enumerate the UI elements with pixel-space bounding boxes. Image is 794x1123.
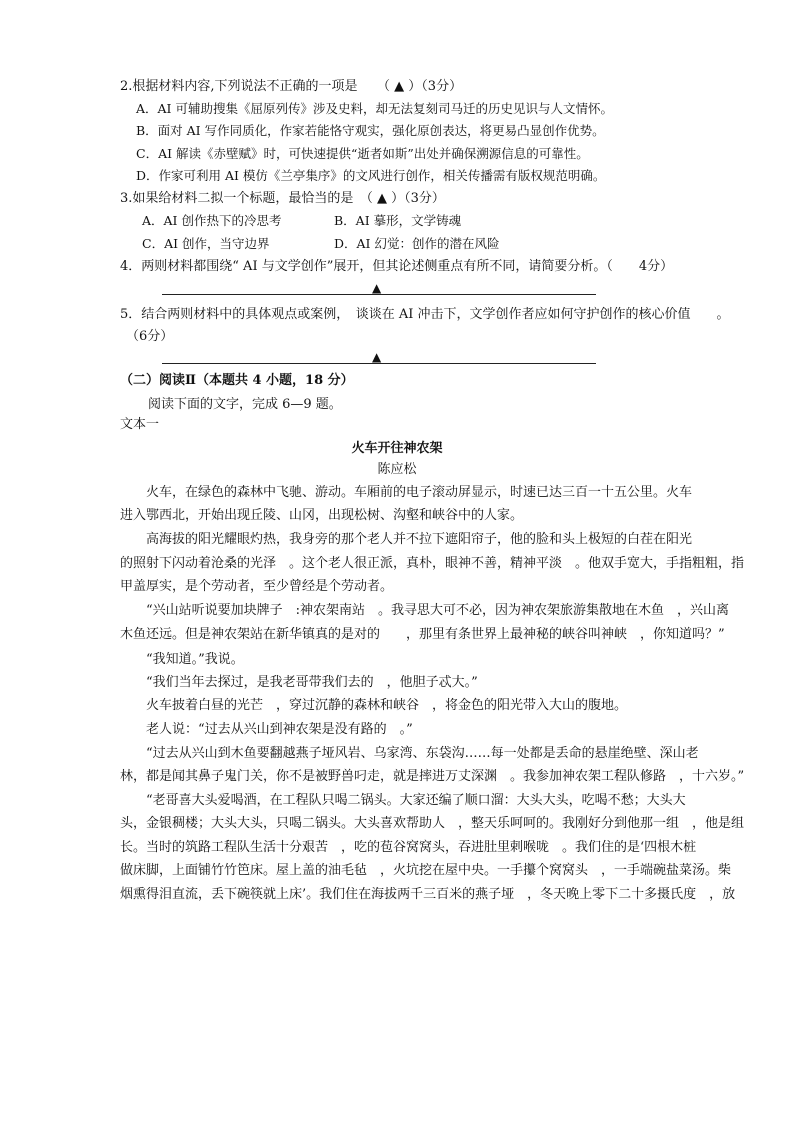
q5-stem: 5．结合两则材料中的具体观点或案例， 谈谈在 AI 冲击下，文学创作者应如何守护创作的核心价值 。 (120, 307, 730, 322)
q2-option-a: A．AI 可辅助搜集《屈原列传》涉及史料，却无法复刻司马迁的历史见识与人文情怀。 (136, 101, 613, 116)
article-line: 甲盖厚实，是个劳动者，至少曾经是个劳动者。 (120, 579, 394, 594)
q4-answer-mark: ▲ (372, 281, 382, 295)
article-line: 进入鄂西北，开始出现丘陵、山冈，出现松树、沟壑和峡谷中的人家。 (120, 508, 524, 523)
q4-answer-line (162, 294, 596, 295)
article-line: 火车，在绿色的森林中飞驰、游动。车厢前的电子滚动屏显示，时速已达三百一十五公里。火车 (120, 485, 693, 500)
article-line: 木鱼还远。但是神农架站在新华镇真的是对的 ，那里有条世界上最神秘的峡谷叫神峡 ，你知道吗？” (120, 627, 725, 642)
q5-score: （6分） (126, 329, 174, 344)
text-label: 文本一 (120, 417, 160, 432)
article-line: “兴山站听说要加块牌子 :神农架南站 。我寻思大可不必，因为神农架旅游集散地在木鱼 ，兴山离 (120, 603, 730, 618)
q2-option-c: C．AI 解读《赤壁赋》时，可快速提供“逝者如斯”出处并确保溯源信息的可靠性。 (136, 146, 589, 161)
q3-option-d: D．AI 幻觉：创作的潜在风险 (334, 236, 500, 251)
q2-option-d: D．作家可利用 AI 模仿《兰亭集序》的文风进行创作，相关传播需有版权规范明确。 (136, 168, 606, 183)
article-line: “我知道。”我说。 (120, 652, 244, 667)
article-author: 陈应松 (377, 462, 417, 477)
section-heading: （二）阅读Ⅱ（本题共 4 小题，18 分） (120, 373, 354, 388)
article-line: 高海拔的阳光耀眼灼热，我身旁的那个老人并不拉下遮阳帘子，他的脸和头上极短的白茬在阳光 (120, 532, 693, 547)
article-line: “我们当年去探过，是我老哥带我们去的 ，他胆子忒大。” (120, 675, 478, 690)
article-line: 做床脚，上面铺竹竹笆床。屋上盖的油毛毡 ，火坑挖在屋中央。一手攥个窝窝头 ，一手端碗盐菜汤。柴 (120, 863, 732, 878)
q5-answer-mark: ▲ (372, 350, 382, 364)
article-line: “老哥喜大头爱喝酒，在工程队只喝二锅头。大家还编了顺口溜：大头大头，吃喝不愁；大头大 (120, 793, 686, 808)
article-line: 长。当时的筑路工程队生活十分艰苦 ，吃的苞谷窝窝头，吞进肚里剌喉咙 。我们住的是‘四根木桩 (120, 840, 697, 855)
q3-stem: 3.如果给材料二拟一个标题，最恰当的是 （ ▲ ）（3分） (120, 191, 445, 206)
q2-option-b: B．面对 AI 写作同质化，作家若能恪守观实，强化原创表达，将更易凸显创作优势。 (136, 123, 605, 138)
article-line: 林，都是闻其鼻子鬼门关，你不是被野兽叼走，就是摔进万丈深渊 。我参加神农架工程队修路 ，十六岁。” (120, 769, 745, 784)
q4-stem: 4．两则材料都围绕“ AI 与文学创作”展开，但其论述侧重点有所不同，请简要分析。（ 4分） (120, 259, 674, 274)
q3-option-a: A．AI 创作热下的冷思考 (142, 213, 282, 228)
article-line: 头，金银稠楼；大头大头，只喝二锅头。大头喜欢帮助人 ，整天乐呵呵的。我刚好分到他那一组 ，他是组 (120, 816, 745, 831)
q2-stem: 2.根据材料内容,下列说法不正确的一项是 （ ▲ ）（3分） (120, 79, 463, 94)
article-line: 的照射下闪动着沧桑的光泽 。这个老人很正派，真朴，眼神不善，精神平淡 。他双手宽大，手指粗粗，指 (120, 556, 745, 571)
q3-option-c: C．AI 创作，当守边界 (142, 236, 270, 251)
article-line: “过去从兴山到木鱼要翻越燕子垭风岩、乌家湾、东袋沟……每一处都是丢命的悬崖绝壁、深山老 (120, 746, 699, 761)
section-instruction: 阅读下面的文字，完成 6—9 题。 (148, 397, 342, 412)
q5-answer-line (162, 363, 596, 364)
article-title: 火车开往神农架 (351, 441, 443, 456)
q3-option-b: B．AI 摹形，文学铸魂 (334, 213, 462, 228)
article-line: 火车披着白昼的光芒 ，穿过沉静的森林和峡谷 ，将金色的阳光带入大山的腹地。 (120, 698, 628, 713)
article-line: 老人说：“过去从兴山到神农架是没有路的 。” (120, 722, 413, 737)
article-line: 烟熏得泪直流，丢下碗筷就上床’。我们住在海拔两千三百米的燕子垭 ，冬天晚上零下二十多摄氏度 ，放 (120, 887, 736, 902)
